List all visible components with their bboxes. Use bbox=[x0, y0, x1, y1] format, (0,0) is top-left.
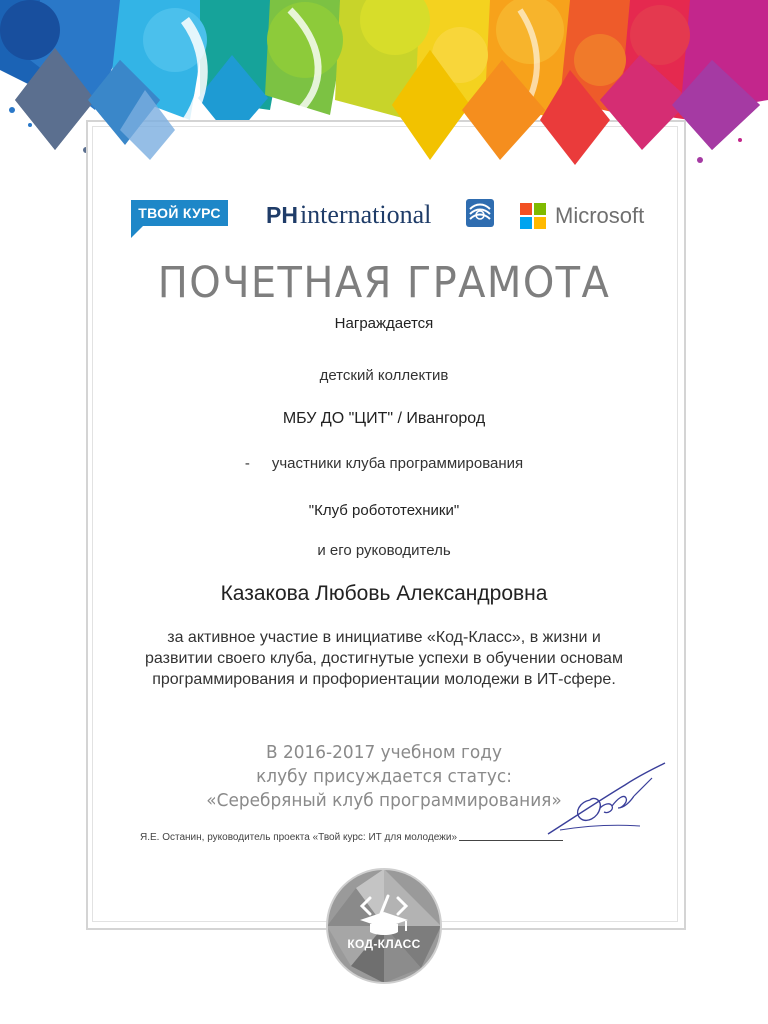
award-reason-text: за активное участие в инициативе «Код-Класс», в жизни и развитии своего клуба, достигнутые успехи в обучении основам программирования и профориентации молодежи в ИТ-сфере. bbox=[145, 629, 623, 688]
ph-globe-icon bbox=[466, 199, 494, 227]
participants-text: участники клуба программирования bbox=[271, 455, 524, 472]
microsoft-logo-text: Microsoft bbox=[555, 203, 645, 228]
certificate-title: ПОЧЕТНАЯ ГРАМОТА bbox=[157, 258, 611, 308]
badge-label: КОД-КЛАСС bbox=[347, 937, 421, 951]
status-line-2: клубу присуждается статус: bbox=[256, 766, 512, 787]
recipient-name: Казакова Любовь Александровна bbox=[220, 582, 548, 605]
award-reason bbox=[100, 627, 668, 690]
leader-label: и его руководитель bbox=[317, 542, 451, 559]
tvoy-kurs-logo-tail bbox=[131, 226, 143, 238]
awarded-label: Награждается bbox=[334, 315, 434, 332]
participants-line bbox=[100, 455, 668, 472]
microsoft-logo bbox=[520, 203, 644, 229]
team-label: детский коллектив bbox=[319, 367, 449, 384]
status-block bbox=[164, 741, 604, 813]
ph-logo-light: international bbox=[299, 200, 432, 229]
participants-dash: - bbox=[244, 455, 250, 472]
ph-international-logo bbox=[266, 200, 431, 230]
ph-logo-bold: PH bbox=[266, 201, 298, 228]
tvoy-kurs-logo-text: ТВОЙ КУРС bbox=[138, 205, 221, 221]
status-line-1: В 2016-2017 учебном году bbox=[266, 742, 502, 763]
organization-name: МБУ ДО "ЦИТ" / Ивангород bbox=[282, 410, 486, 427]
handwritten-signature bbox=[540, 760, 670, 842]
club-name: "Клуб робототехники" bbox=[308, 502, 460, 519]
signatory-text: Я.Е. Останин, руководитель проекта «Твой курс: ИТ для молодежи» bbox=[140, 832, 458, 843]
tvoy-kurs-logo bbox=[131, 200, 228, 226]
signatory-line bbox=[140, 832, 563, 843]
kod-klass-badge bbox=[326, 868, 442, 984]
status-line-3: «Серебряный клуб программирования» bbox=[206, 790, 562, 811]
microsoft-squares-icon bbox=[520, 203, 546, 229]
